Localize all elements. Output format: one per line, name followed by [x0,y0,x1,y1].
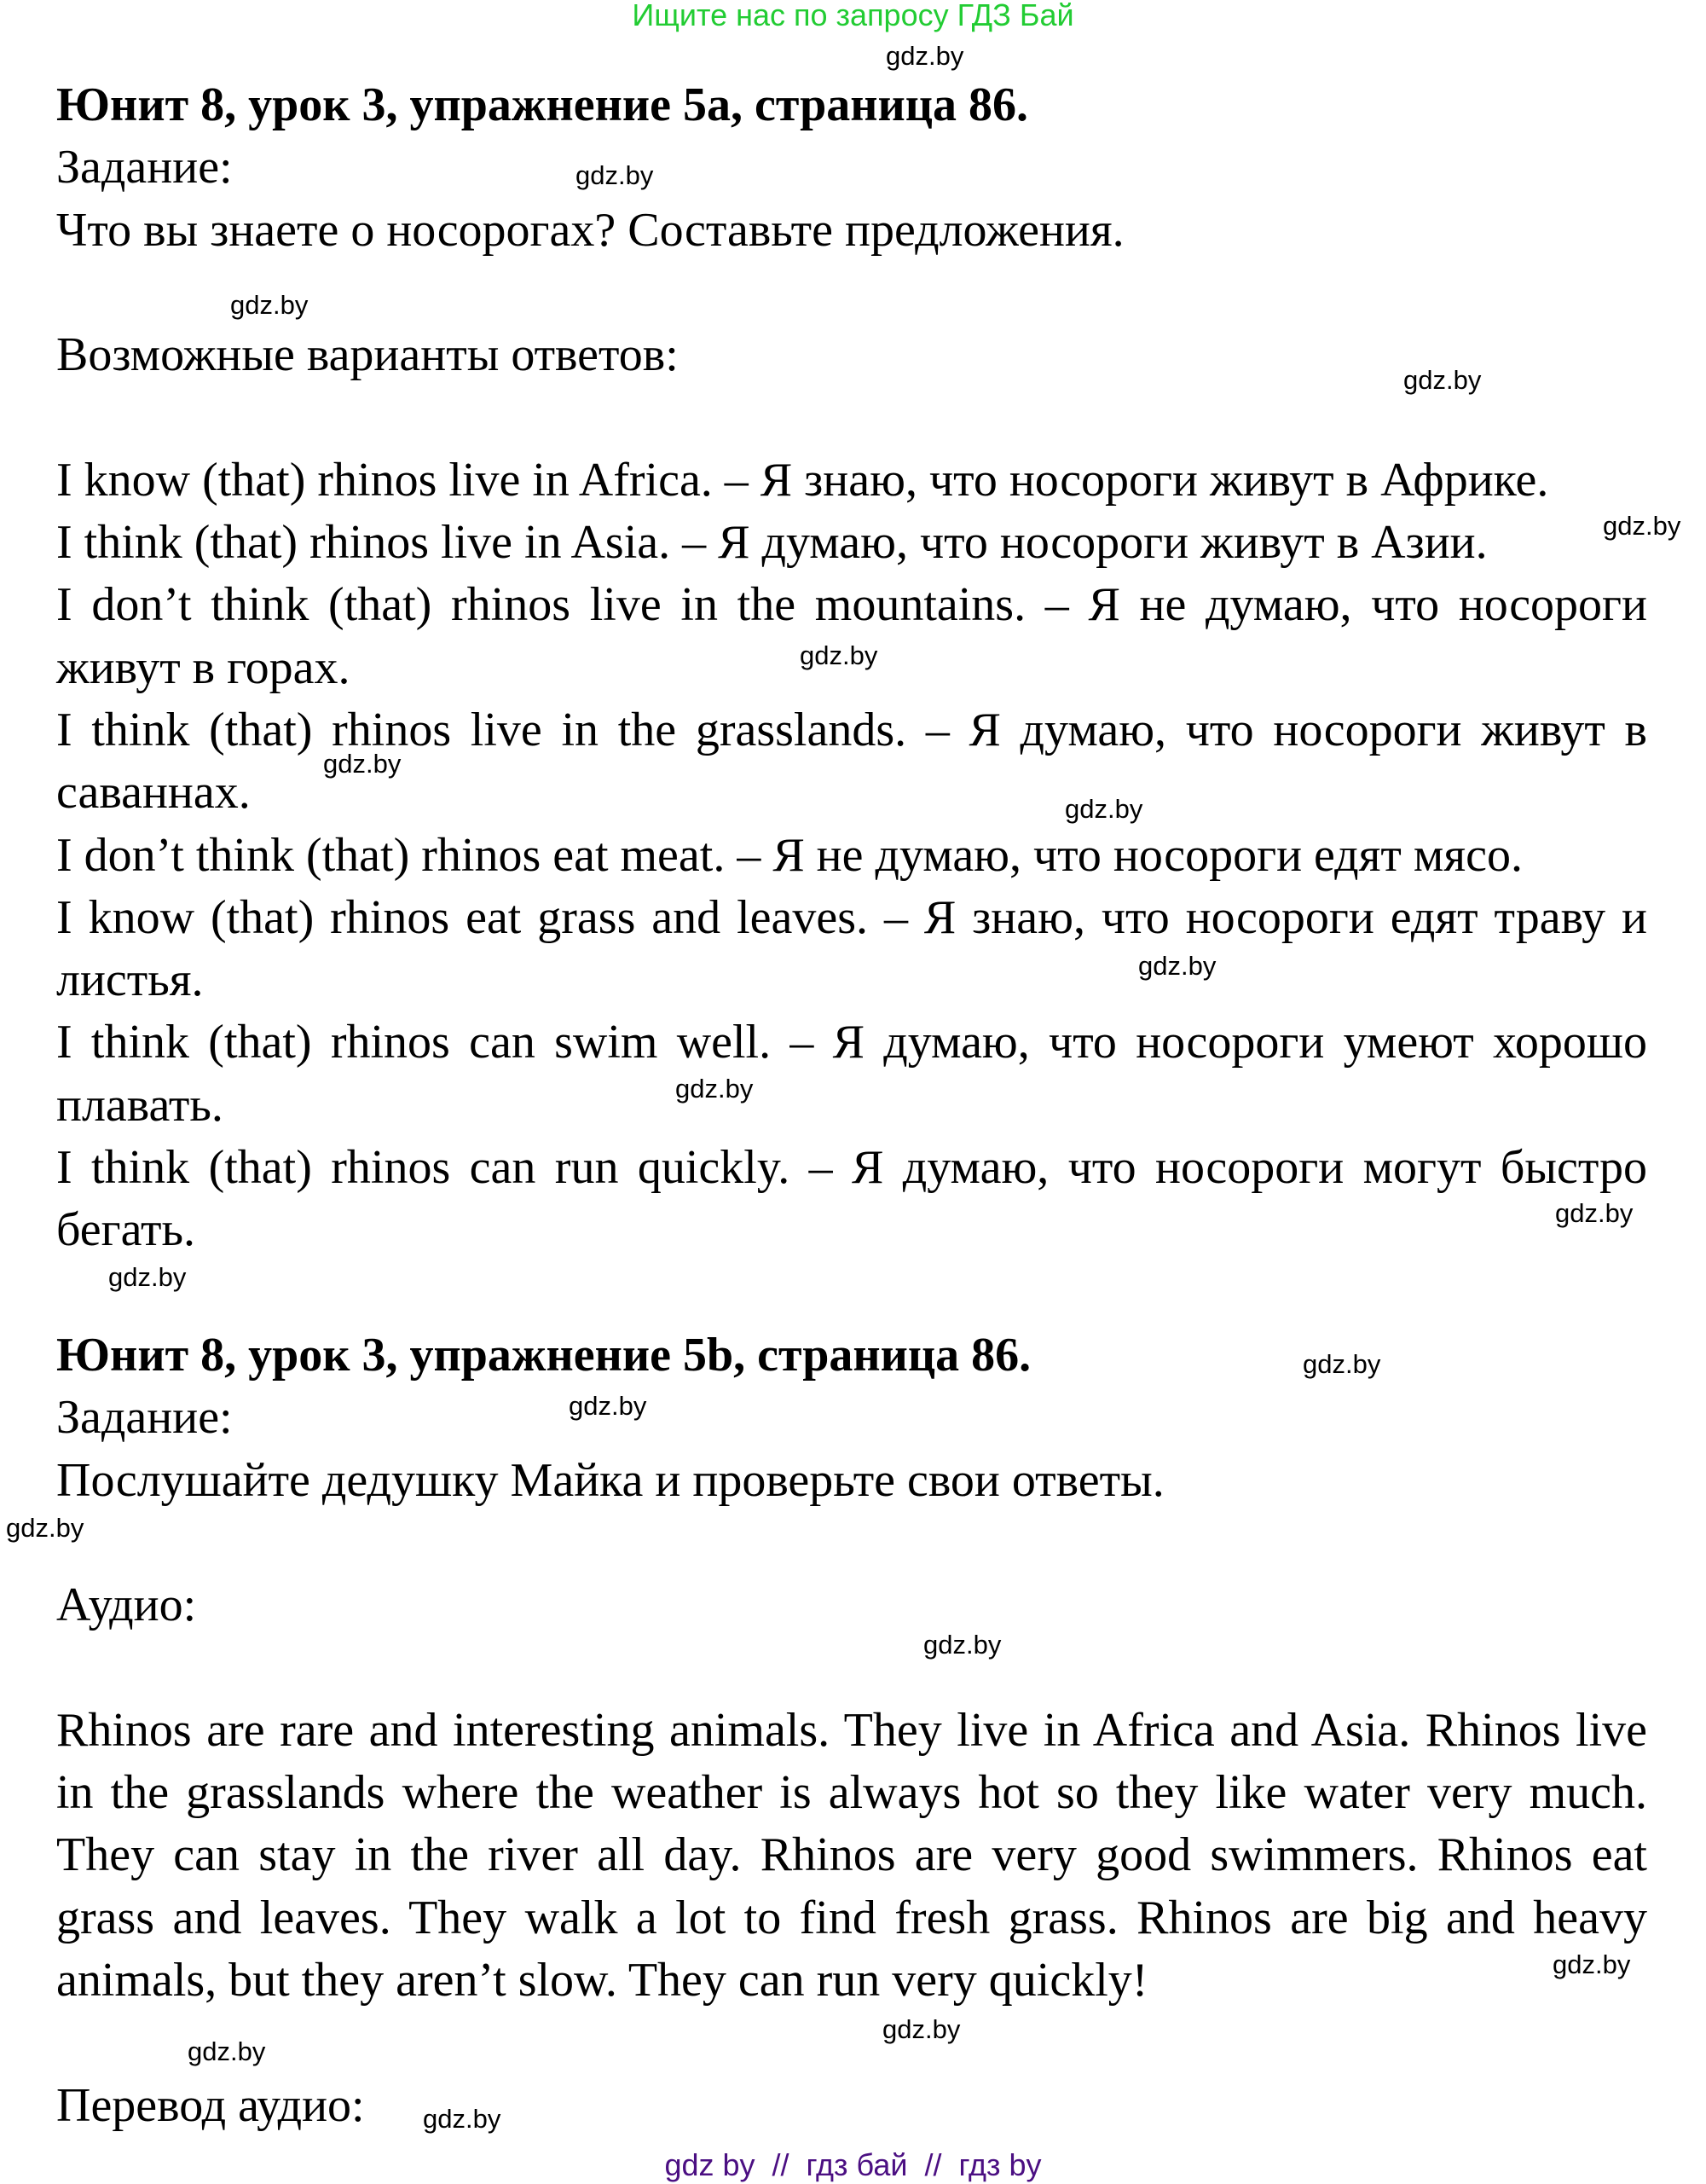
watermark: gdz.by [675,1074,754,1104]
watermark: gdz.by [882,2014,961,2044]
watermark: gdz.by [886,41,964,71]
watermark: gdz.by [230,290,309,320]
watermark: gdz.by [1553,1949,1631,1979]
watermark: gdz.by [323,749,402,779]
task-label: Задание: [56,1391,233,1445]
answer-item: I think (that) rhinos can run quickly. – Я думаю, что носороги могут быстро бегать. [56,1141,1647,1257]
watermark: gdz.by [1403,365,1482,395]
watermark: gdz.by [188,2036,266,2066]
watermark: gdz.by [1303,1349,1381,1379]
task-text: Послушайте дедушку Майка и проверьте свои ответы. [56,1453,1165,1507]
watermark: gdz.by [423,2104,501,2134]
audio-text: Rhinos are rare and interesting animals. They live in Africa and Asia. Rhinos live in the grasslands where the weather is always hot so they like water very much. They can stay in the river all day. Rhinos are very good swimmers. Rhinos eat grass and leaves. They walk a lot to find fresh grass. Rhinos are big and heavy animals, but they aren’t slow. They can run very quickly! [56,1703,1647,2007]
section-b-title: Юнит 8, урок 3, упражнение 5b, страница 86. [56,1328,1032,1382]
answer-item: I don’t think (that) rhinos live in the mountains. – Я не думаю, что носороги живут в горах. [56,578,1647,694]
answer-item: I think (that) rhinos live in the grasslands. – Я думаю, что носороги живут в саваннах. [56,703,1647,820]
watermark: gdz.by [569,1391,647,1421]
watermark: gdz.by [1555,1198,1634,1228]
watermark: gdz.by [923,1630,1002,1660]
answer-item: I don’t think (that) rhinos eat meat. – Я не думаю, что носороги едят мясо. [56,828,1523,882]
answer-item: I think (that) rhinos can swim well. – Я думаю, что носороги умеют хорошо плавать. [56,1016,1647,1132]
answer-item: I think (that) rhinos live in Asia. – Я думаю, что носороги живут в Азии. [56,516,1488,570]
watermark: gdz.by [6,1513,84,1543]
search-banner: Ищите нас по запросу ГДЗ Бай [632,0,1074,32]
watermark: gdz.by [575,160,654,190]
task-label: Задание: [56,141,233,194]
task-text: Что вы знаете о носорогах? Составьте предложения. [56,203,1125,257]
footer-links: gdz by // гдз бай // гдз by [664,2147,1042,2182]
watermark: gdz.by [800,640,878,670]
audio-label: Аудио: [56,1579,197,1632]
watermark: gdz.by [1138,951,1217,981]
watermark: gdz.by [108,1262,187,1292]
answers-label: Возможные варианты ответов: [56,328,679,382]
section-a-title: Юнит 8, урок 3, упражнение 5a, страница 86. [56,78,1029,131]
watermark: gdz.by [1603,511,1681,541]
watermark: gdz.by [1065,794,1143,824]
translation-label: Перевод аудио: [56,2078,365,2132]
answer-item: I know (that) rhinos eat grass and leaves. – Я знаю, что носороги едят траву и листья. [56,890,1647,1007]
answer-item: I know (that) rhinos live in Africa. – Я знаю, что носороги живут в Африке. [56,453,1549,507]
